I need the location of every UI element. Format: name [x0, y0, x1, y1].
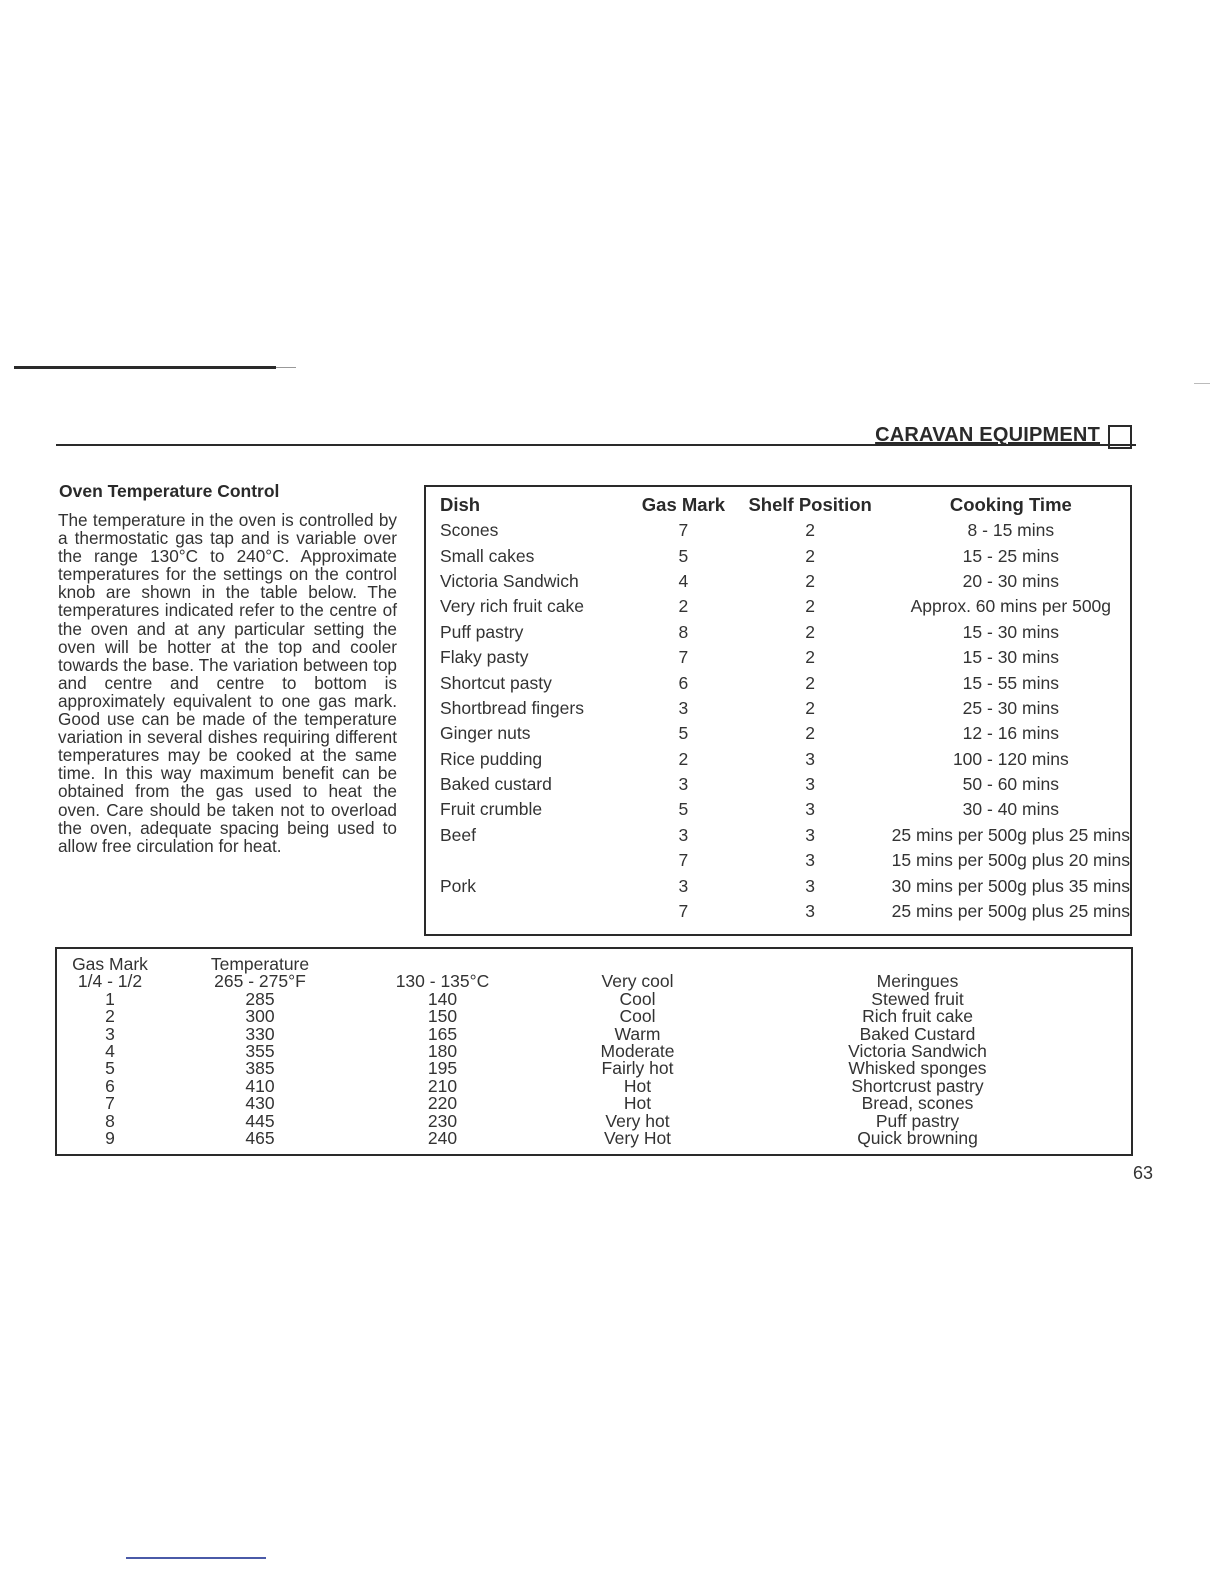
cooking-time-cell: 15 mins per 500g plus 20 mins: [891, 850, 1130, 871]
gas-mark-cell: 7: [678, 850, 689, 871]
table-row: [440, 569, 1130, 594]
celsius-value: 220: [427, 1093, 458, 1114]
heat-description: Very cool: [601, 971, 674, 992]
table-row: [440, 873, 1130, 898]
fahrenheit-value: 300: [245, 1006, 275, 1027]
celsius-value: 195: [427, 1058, 458, 1079]
checkbox-square-icon: [1108, 425, 1132, 449]
heat-description: Moderate: [600, 1041, 675, 1062]
shelf-cell: 2: [805, 570, 816, 591]
fahrenheit-value: 285: [245, 988, 275, 1009]
scan-edge-mark: [1194, 383, 1210, 384]
intro-heading: Oven Temperature Control: [59, 481, 280, 501]
dish-cell: Very rich fruit cake: [440, 596, 584, 617]
description-column: [565, 956, 710, 1147]
suggested-dish: Victoria Sandwich: [848, 1041, 987, 1062]
cooking-time-cell: 15 - 25 mins: [962, 545, 1059, 566]
shelf-cell: 2: [805, 697, 816, 718]
shelf-cell: 3: [805, 875, 816, 896]
dish-cell: [440, 899, 638, 924]
dish-cell: Rice pudding: [440, 748, 543, 769]
gas-mark-header: Gas Mark: [72, 954, 148, 974]
suggested-dish: Quick browning: [857, 1128, 978, 1149]
cooking-time-cell: 20 - 30 mins: [962, 570, 1059, 591]
shelf-cell: 2: [805, 647, 816, 668]
cooking-time-cell: 15 - 55 mins: [962, 672, 1059, 693]
gas-mark-cell: 3: [678, 697, 689, 718]
gas-mark-cell: 5: [678, 723, 689, 744]
table-row: [440, 543, 1130, 568]
cooking-time-cell: 8 - 15 mins: [967, 520, 1055, 541]
gas-mark-value: 4: [105, 1041, 115, 1062]
shelf-cell: 3: [805, 774, 816, 795]
table-row: [440, 823, 1130, 848]
gas-mark-cell: 7: [678, 520, 689, 541]
celsius-value: 180: [427, 1041, 458, 1062]
celsius-value: 130 - 135°C: [395, 971, 490, 992]
dish-cell: Flaky pasty: [440, 647, 529, 668]
celsius-value: 230: [427, 1110, 458, 1131]
table-row: [440, 721, 1130, 746]
dish-cell: Puff pastry: [440, 621, 524, 642]
dish-cell: Ginger nuts: [440, 723, 531, 744]
shelf-cell: 2: [805, 596, 816, 617]
intro-paragraph: The temperature in the oven is controlled by a thermostatic gas tap and is variable over the range 130°C to 240°C. Approximate temperatures for the settings on the control knob are shown in the table below. The temperatures indicated refer to the centre of the oven and at any particular setting the oven will be hotter at the top and cooler towards the base. The variation between top and centre and centre to bottom is approximately equivalent to one gas mark. Good use can be made of the temperature variation in several dishes requiring different temperatures may be cooked at the same time. In this way maximum benefit can be obtained from the gas used to heat the oven. Care should be taken not to overload the oven, adequate spacing being used to allow free circulation for heat.: [58, 510, 397, 856]
heat-description: Hot: [623, 1075, 652, 1096]
suggested-dish: Shortcrust pastry: [851, 1075, 984, 1096]
celsius-value: 240: [427, 1128, 458, 1149]
shelf-cell: 3: [805, 799, 816, 820]
shelf-cell: 3: [805, 901, 816, 922]
dish-cell: Shortbread fingers: [440, 697, 584, 718]
shelf-cell: 2: [805, 545, 816, 566]
table-row: [440, 594, 1130, 619]
shelf-cell: 2: [805, 621, 816, 642]
suggested-dish: Stewed fruit: [871, 988, 964, 1009]
page-number: 63: [1133, 1163, 1154, 1183]
celsius-value: 140: [427, 988, 458, 1009]
suggested-dish: Bread, scones: [861, 1093, 974, 1114]
gas-mark-cell: 6: [678, 672, 689, 693]
table-row: [440, 645, 1130, 670]
col-shelf-header: Shelf Position: [748, 494, 872, 515]
dish-cell: Shortcut pasty: [440, 672, 552, 693]
cooking-time-cell: 12 - 16 mins: [962, 723, 1059, 744]
shelf-cell: 3: [805, 850, 816, 871]
cooking-time-cell: 25 mins per 500g plus 25 mins: [891, 901, 1130, 922]
cooking-time-cell: 25 - 30 mins: [962, 697, 1059, 718]
scan-edge-line-faint: [276, 367, 296, 368]
cooking-time-cell: 15 - 30 mins: [962, 647, 1059, 668]
heat-description: Fairly hot: [601, 1058, 674, 1079]
dish-cell: Victoria Sandwich: [440, 570, 579, 591]
shelf-cell: 3: [805, 824, 816, 845]
col-dish-header: Dish: [440, 494, 481, 515]
table-row: [440, 620, 1130, 645]
dish-cell: Baked custard: [440, 774, 552, 795]
shelf-cell: 2: [805, 723, 816, 744]
scan-edge-line: [14, 366, 276, 369]
gas-mark-value: 5: [105, 1058, 115, 1079]
fahrenheit-column: [195, 956, 325, 1147]
gas-mark-value: 3: [105, 1023, 115, 1044]
gas-mark-value: 6: [105, 1075, 115, 1096]
dish-cell: Pork: [440, 875, 476, 896]
celsius-value: 150: [427, 1006, 458, 1027]
gas-mark-cell: 7: [678, 647, 689, 668]
dish-cell: Fruit crumble: [440, 799, 543, 820]
gas-mark-cell: 3: [678, 774, 689, 795]
fahrenheit-value: 430: [245, 1093, 275, 1114]
shelf-cell: 3: [805, 748, 816, 769]
gas-mark-cell: 8: [678, 621, 689, 642]
suggested-dish: Whisked sponges: [848, 1058, 987, 1079]
gas-mark-column: [60, 956, 160, 1147]
table-row: [440, 899, 1130, 924]
cooking-table-header: [440, 492, 1130, 518]
fahrenheit-value: 445: [245, 1110, 275, 1131]
cooking-time-cell: 15 - 30 mins: [962, 621, 1059, 642]
gas-mark-value: 1: [105, 988, 115, 1009]
fahrenheit-value: 465: [245, 1128, 275, 1149]
fahrenheit-value: 410: [245, 1075, 275, 1096]
suggested-dish: Rich fruit cake: [862, 1006, 973, 1027]
gas-mark-cell: 5: [678, 799, 689, 820]
suggested-dish: Meringues: [876, 971, 959, 992]
temperature-header: Temperature: [210, 954, 310, 974]
cooking-time-cell: 50 - 60 mins: [962, 774, 1059, 795]
gas-mark-value: 9: [105, 1128, 115, 1149]
table-row: [440, 797, 1130, 822]
fahrenheit-value: 265 - 275°F: [214, 971, 306, 992]
gas-mark-value: 8: [105, 1110, 115, 1131]
fahrenheit-value: 330: [245, 1023, 275, 1044]
table-row: [440, 747, 1130, 772]
gas-mark-cell: 4: [678, 570, 689, 591]
suggested-dish: Puff pastry: [875, 1110, 960, 1131]
cooking-time-cell: Approx. 60 mins per 500g: [910, 596, 1112, 617]
cooking-time-cell: 25 mins per 500g plus 25 mins: [891, 824, 1130, 845]
fahrenheit-value: 355: [245, 1041, 275, 1062]
dish-cell: Scones: [440, 520, 499, 541]
gas-mark-cell: 5: [678, 545, 689, 566]
dish-cell: [440, 848, 638, 873]
dish-cell: Small cakes: [440, 545, 535, 566]
table-row: [440, 518, 1130, 543]
dish-cell: Beef: [440, 824, 476, 845]
scan-bottom-line: [126, 1557, 266, 1559]
cooking-time-cell: 30 - 40 mins: [962, 799, 1059, 820]
table-row: [440, 696, 1130, 721]
heat-description: Hot: [623, 1093, 652, 1114]
celsius-value: 210: [427, 1075, 458, 1096]
col-time-header: Cooking Time: [949, 494, 1072, 515]
shelf-cell: 2: [805, 672, 816, 693]
cooking-time-cell: 30 mins per 500g plus 35 mins: [891, 875, 1130, 896]
gas-mark-cell: 3: [678, 875, 689, 896]
celsius-column: [380, 956, 505, 1147]
gas-mark-cell: 2: [678, 596, 689, 617]
fahrenheit-value: 385: [245, 1058, 275, 1079]
cooking-time-cell: 100 - 120 mins: [952, 748, 1069, 769]
table-row: [440, 670, 1130, 695]
heat-description: Cool: [619, 988, 656, 1009]
table-row: [440, 772, 1130, 797]
heat-description: Warm: [614, 1023, 661, 1044]
col-gas-mark-header: Gas Mark: [641, 494, 726, 515]
celsius-value: 165: [427, 1023, 458, 1044]
heat-description: Very hot: [605, 1110, 670, 1131]
table-row: [440, 848, 1130, 873]
cooking-table: [440, 492, 1130, 924]
heat-description: Cool: [619, 1006, 656, 1027]
gas-mark-cell: 3: [678, 824, 689, 845]
dish-column: [810, 956, 1025, 1147]
gas-mark-value: 1/4 - 1/2: [77, 971, 143, 992]
gas-mark-cell: 7: [678, 901, 689, 922]
heat-description: Very Hot: [603, 1128, 672, 1149]
shelf-cell: 2: [805, 520, 816, 541]
gas-mark-value: 2: [105, 1006, 115, 1027]
section-title: CARAVAN EQUIPMENT: [875, 424, 1100, 446]
gas-mark-cell: 2: [678, 748, 689, 769]
suggested-dish: Baked Custard: [859, 1023, 976, 1044]
gas-mark-value: 7: [105, 1093, 115, 1114]
